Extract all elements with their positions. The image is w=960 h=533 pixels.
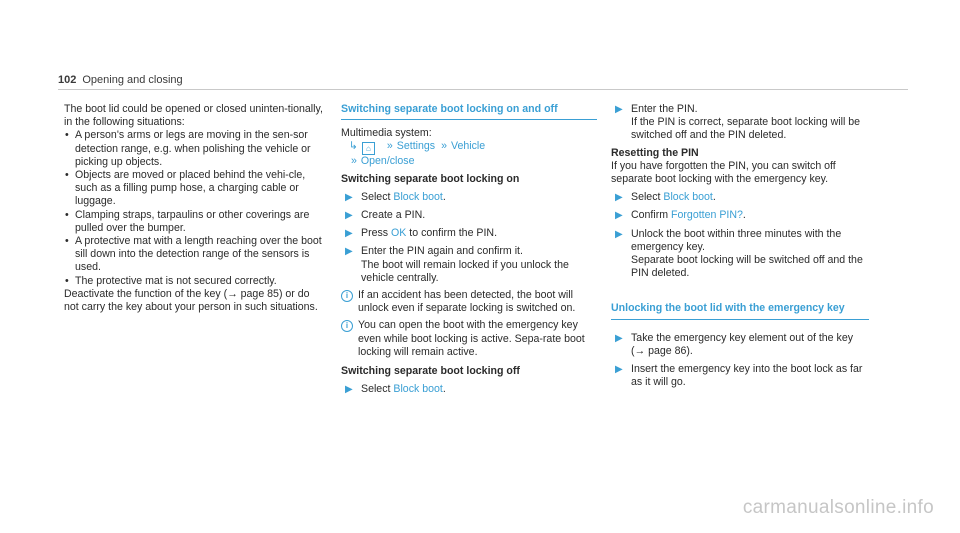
- list-item: • Clamping straps, tarpaulins or other coverings are pulled over the bumper.: [64, 209, 326, 235]
- step: [345, 191, 597, 204]
- double-chevron-icon: »: [351, 155, 357, 168]
- step-text: Enter the PIN.: [631, 103, 698, 115]
- menu-item-ref: OK: [391, 227, 407, 240]
- step: [345, 383, 597, 396]
- step: [615, 228, 869, 281]
- arrow-right-icon: ▶: [345, 384, 353, 396]
- nav-open-close: Open/close: [360, 155, 415, 168]
- step: [615, 191, 869, 204]
- info-icon: i: [341, 320, 353, 332]
- list-item: • A person's arms or legs are moving in the sen-sor detection range, e.g. when polishing the vehicle or picking up objects.: [64, 129, 326, 169]
- section-title: Switching separate boot locking on and off: [341, 103, 597, 120]
- watermark: carmanualsonline.info: [742, 497, 934, 518]
- column-middle: [341, 103, 597, 396]
- note-text: You can open the boot with the emergency key even while boot locking is active. Sepa-rate boot locking will remain active.: [358, 319, 585, 358]
- arrow-right-icon: ▶: [615, 364, 623, 376]
- step-text: Insert the emergency key into the boot lock as far as it will go.: [631, 363, 863, 389]
- arrow-right-icon: ▶: [345, 210, 353, 222]
- step-text: .: [742, 209, 746, 222]
- double-chevron-icon: »: [386, 140, 393, 153]
- step-result: The boot will remain locked if you unlock the vehicle centrally.: [361, 258, 569, 284]
- step-text: .: [712, 191, 716, 204]
- step-text: Confirm: [631, 209, 672, 222]
- step: [615, 332, 869, 358]
- arrow-right-icon: ▶: [615, 210, 623, 222]
- chapter-title: Opening and closing: [82, 74, 183, 86]
- step-text: Enter the PIN again and confirm it.: [361, 245, 523, 258]
- step-text: .: [442, 383, 446, 396]
- step: [345, 209, 597, 222]
- subsection-title-on: Switching separate boot locking on: [341, 172, 520, 185]
- section-title-emergency: Unlocking the boot lid with the emergency key: [611, 302, 869, 319]
- list-item: • A protective mat with a length reaching over the boot sill down into the detection range of the sensors is used.: [64, 235, 326, 275]
- subsection-title-reset: Resetting the PIN: [611, 146, 699, 159]
- arrow-right-icon: ▶: [615, 332, 623, 344]
- step: [615, 209, 869, 222]
- step: [345, 245, 597, 285]
- double-chevron-icon: »: [441, 140, 447, 153]
- reset-text: If you have forgotten the PIN, you can switch off separate boot locking with the emergency key.: [611, 159, 836, 186]
- arrow-right-icon: ▶: [345, 191, 353, 203]
- nav-path: [347, 140, 597, 168]
- note-text: If an accident has been detected, the boot will unlock even if separate locking is switched on.: [358, 289, 576, 315]
- arrow-right-icon: ▶: [615, 104, 623, 115]
- nav-vehicle: Vehicle: [450, 140, 486, 153]
- step-text: Take the emergency key element out of the key (→ page 86).: [631, 331, 854, 357]
- intro-text: The boot lid could be opened or closed uninten-tionally, in the following situations:: [64, 103, 323, 129]
- step-text: Select: [631, 191, 664, 204]
- note: [341, 319, 597, 359]
- step-text: Create a PIN.: [361, 209, 426, 222]
- home-icon: ⌂: [362, 142, 375, 155]
- step-text: to confirm the PIN.: [406, 227, 498, 240]
- nav-settings: Settings: [396, 140, 436, 153]
- step: [345, 227, 597, 240]
- menu-item-ref: Block boot: [393, 383, 443, 396]
- menu-item-ref: Block boot: [663, 191, 713, 204]
- arrow-right-icon: ▶: [345, 228, 353, 240]
- column-left: [64, 103, 326, 314]
- list-item: • The protective mat is not secured correctly.: [64, 275, 326, 288]
- nav-hook-icon: ↳: [349, 140, 358, 153]
- step-text: Select: [361, 190, 394, 203]
- situation-list: [64, 129, 326, 287]
- menu-item-ref: Forgotten PIN?: [671, 209, 743, 222]
- step-text: Unlock the boot within three minutes with the emergency key.: [631, 227, 842, 253]
- step-text: .: [442, 190, 446, 203]
- arrow-right-icon: ▶: [345, 246, 353, 258]
- header-divider: [58, 89, 908, 90]
- menu-item-ref: Block boot: [393, 190, 443, 203]
- outro-text: Deactivate the function of the key (→ page 85) or do not carry the key about your person in such situations.: [64, 287, 318, 314]
- arrow-right-icon: ▶: [615, 228, 623, 240]
- step-result: Separate boot locking will be switched off and the PIN deleted.: [631, 254, 863, 280]
- step-text: Select: [361, 383, 394, 396]
- step-text: Press: [361, 227, 392, 240]
- page-number: 102: [58, 74, 77, 86]
- step-result: If the PIN is correct, separate boot locking will be switched off and the PIN deleted.: [631, 116, 861, 142]
- subsection-title-off: Switching separate boot locking off: [341, 365, 520, 378]
- step: [615, 103, 869, 143]
- note: [341, 289, 597, 315]
- nav-label: Multimedia system:: [341, 127, 432, 140]
- arrow-right-icon: ▶: [615, 192, 623, 204]
- step: [615, 363, 869, 389]
- page-header: [58, 74, 183, 87]
- column-right: [611, 103, 869, 389]
- info-icon: i: [341, 290, 353, 302]
- list-item: • Objects are moved or placed behind the vehi-cle, such as a filling pump hose, a charging cable or luggage.: [64, 169, 326, 209]
